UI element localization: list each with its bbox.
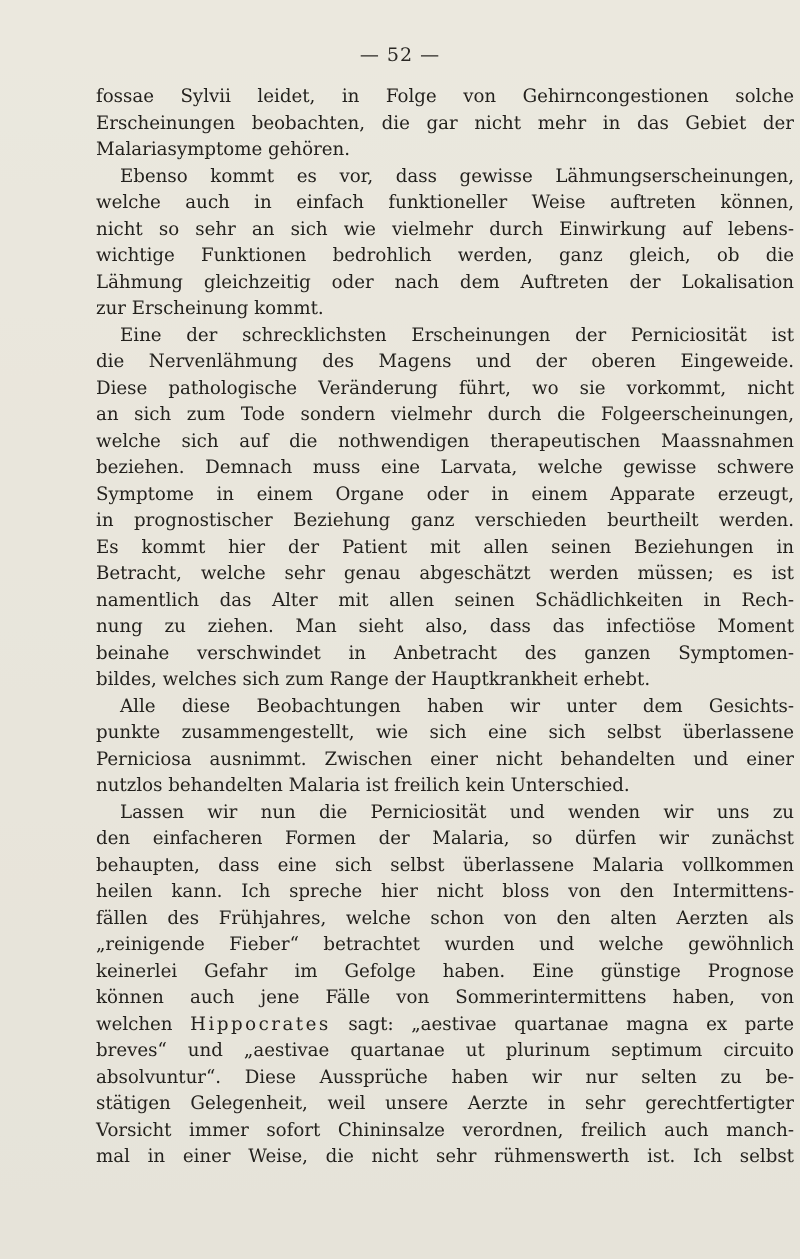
text-line: nung zu ziehen. Man sieht also, dass das infectiöse Moment (96, 616, 794, 637)
text-line: welche auch in einfach funktioneller Weise auftreten können, (96, 192, 794, 213)
text-line: beinahe verschwindet in Anbetracht des ganzen Symptomen- (96, 642, 794, 664)
text-line: die Nervenlähmung des Magens und der oberen Eingeweide. (96, 351, 794, 372)
text-line: breves“ und „aestivae quartanae ut plurinum septimum circuito (96, 1040, 794, 1061)
text-line: welche sich auf die nothwendigen therapeutischen Maassnahmen (96, 430, 794, 452)
text-line: beziehen. Demnach muss eine Larvata, welche gewisse schwere (96, 457, 794, 478)
text-line: Vorsicht immer sofort Chininsalze verordnen, freilich auch manch- (96, 1119, 794, 1141)
text-line: absolvuntur“. Diese Aussprüche haben wir nur selten zu be- (96, 1066, 794, 1088)
author-name: Hippocrates (190, 1013, 331, 1035)
text-line: Perniciosa ausnimmt. Zwischen einer nicht behandelten und einer (96, 748, 794, 770)
text-line: fossae Sylvii leidet, in Folge von Gehirncongestionen solche (96, 86, 794, 107)
text-line: wichtige Funktionen bedrohlich werden, ganz gleich, ob die (96, 245, 794, 266)
text-line: Ebenso kommt es vor, dass gewisse Lähmungserscheinungen, (120, 165, 794, 187)
text-line: Es kommt hier der Patient mit allen seinen Beziehungen in (96, 536, 794, 558)
text-line: Eine der schrecklichsten Erscheinungen der Perniciosität ist (120, 324, 794, 346)
text-line: „reinigende Fieber“ betrachtet wurden und welche gewöhnlich (96, 934, 794, 955)
text-line: heilen kann. Ich spreche hier nicht bloss von den Intermittens- (96, 881, 794, 902)
text-line: Erscheinungen beobachten, die gar nicht mehr in das Gebiet der (96, 112, 794, 134)
text-line: zur Erscheinung kommt. (96, 298, 324, 319)
text-line: Lassen wir nun die Perniciosität und wenden wir uns zu (120, 801, 794, 823)
text-line: stätigen Gelegenheit, weil unsere Aerzte in sehr gerechtfertigter (96, 1093, 794, 1114)
text-line: können auch jene Fälle von Sommerintermittens haben, von (96, 987, 794, 1008)
text-line: Diese pathologische Veränderung führt, wo sie vorkommt, nicht (96, 377, 794, 399)
text-line: mal in einer Weise, die nicht sehr rühmenswerth ist. Ich selbst (96, 1146, 794, 1167)
body-text (96, 84, 794, 1171)
text-line: an sich zum Tode sondern vielmehr durch die Folgeerscheinungen, (96, 404, 794, 425)
text-line: in prognostischer Beziehung ganz verschieden beurtheilt werden. (96, 510, 794, 531)
text-line: punkte zusammengestellt, wie sich eine sich selbst überlassene (96, 722, 794, 743)
text-line: bildes, welches sich zum Range der Hauptkrankheit erhebt. (96, 669, 651, 690)
text-line: nutzlos behandelten Malaria ist freilich kein Unterschied. (96, 775, 630, 796)
text-line: Malariasymptome gehören. (96, 139, 351, 160)
text-line: nicht so sehr an sich wie vielmehr durch Einwirkung auf lebens- (96, 218, 794, 240)
text-line: keinerlei Gefahr im Gefolge haben. Eine günstige Prognose (96, 960, 794, 982)
page-number: — 52 — (359, 44, 441, 66)
text-line: fällen des Frühjahres, welche schon von den alten Aerzten als (96, 907, 794, 929)
text-line: namentlich das Alter mit allen seinen Schädlichkeiten in Rech- (96, 589, 794, 611)
text-line: behaupten, dass eine sich selbst überlassene Malaria vollkommen (96, 854, 794, 876)
text-line: Symptome in einem Organe oder in einem Apparate erzeugt, (96, 483, 794, 505)
text-line: Alle diese Beobachtungen haben wir unter dem Gesichts- (120, 695, 794, 717)
text-line: Betracht, welche sehr genau abgeschätzt werden müssen; es ist (96, 563, 794, 584)
text-line: den einfacheren Formen der Malaria, so dürfen wir zunächst (96, 828, 794, 849)
text-line: welchen Hippocrates sagt: „aestivae quartanae magna ex parte (96, 1013, 794, 1035)
text-line: Lähmung gleichzeitig oder nach dem Auftreten der Lokalisation (96, 271, 794, 293)
